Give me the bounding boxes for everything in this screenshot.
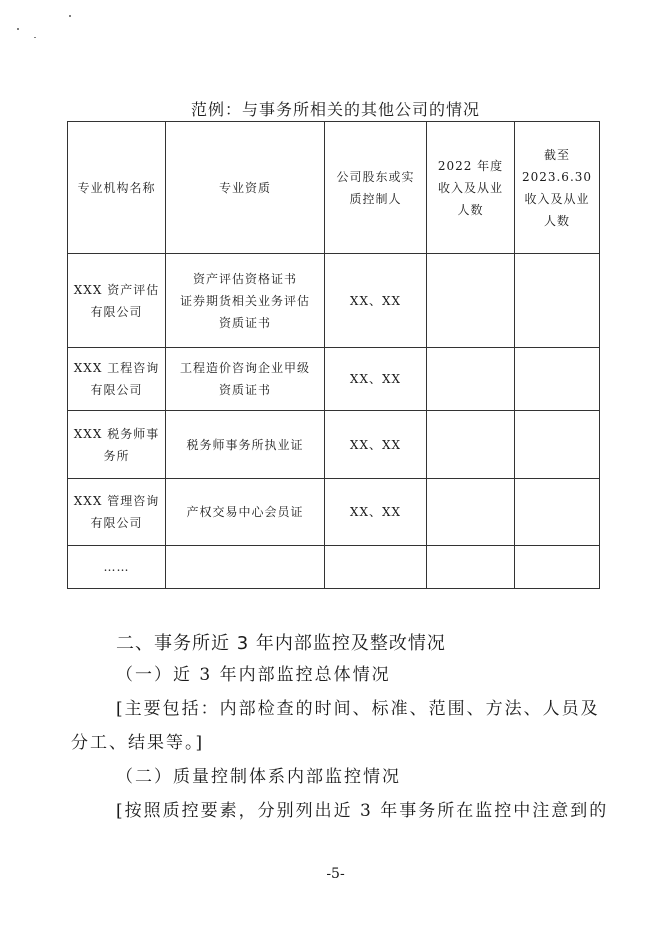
header-qualification: 专业资质	[166, 122, 325, 254]
paragraph-line: [主要包括：内部检查的时间、标准、范围、方法、人员及	[116, 699, 600, 719]
header-revenue-2022: 2022 年度 收入及从业 人数	[427, 122, 515, 254]
cell-org-name: XXX 税务师事 务所	[68, 411, 166, 479]
cell-qualification: 产权交易中心会员证	[166, 479, 325, 546]
table-row	[68, 479, 600, 546]
cell-qualification: 资产评估资格证书 证券期货相关业务评估 资质证书	[166, 254, 325, 348]
cell-revenue-2022	[427, 348, 515, 411]
scan-speck	[34, 37, 36, 38]
table-header-row	[68, 122, 600, 254]
cell-controller: XX、XX	[325, 254, 427, 348]
paragraph-line: [按照质控要素，分别列出近 3 年事务所在监控中注意到的	[116, 801, 609, 821]
cell-revenue-2023	[515, 479, 600, 546]
header-controller: 公司股东或实 质控制人	[325, 122, 427, 254]
cell-controller: XX、XX	[325, 411, 427, 479]
scan-speck	[69, 15, 71, 17]
header-org-name: 专业机构名称	[68, 122, 166, 254]
cell-controller: XX、XX	[325, 348, 427, 411]
table-row	[68, 546, 600, 589]
scan-speck	[17, 28, 19, 30]
cell-revenue-2022	[427, 479, 515, 546]
cell-controller: XX、XX	[325, 479, 427, 546]
table-row	[68, 411, 600, 479]
cell-qualification: 工程造价咨询企业甲级 资质证书	[166, 348, 325, 411]
subsection-heading-2: （二）质量控制体系内部监控情况	[116, 767, 401, 787]
cell-org-name: XXX 工程咨询 有限公司	[68, 348, 166, 411]
cell-org-name: XXX 管理咨询 有限公司	[68, 479, 166, 546]
cell-revenue-2023	[515, 546, 600, 589]
cell-revenue-2023	[515, 411, 600, 479]
table-caption: 范例：与事务所相关的其他公司的情况	[190, 100, 480, 119]
cell-revenue-2022	[427, 546, 515, 589]
cell-org-name: ……	[68, 546, 166, 589]
cell-revenue-2023	[515, 348, 600, 411]
cell-qualification: 税务师事务所执业证	[166, 411, 325, 479]
header-revenue-2023: 截至 2023.6.30 收入及从业 人数	[515, 122, 600, 254]
subsection-heading-1: （一）近 3 年内部监控总体情况	[116, 665, 391, 685]
cell-controller	[325, 546, 427, 589]
cell-org-name: XXX 资产评估 有限公司	[68, 254, 166, 348]
cell-revenue-2023	[515, 254, 600, 348]
table-row	[68, 254, 600, 348]
table-row	[68, 348, 600, 411]
cell-revenue-2022	[427, 411, 515, 479]
affiliated-companies-table	[67, 121, 600, 589]
cell-qualification	[166, 546, 325, 589]
cell-revenue-2022	[427, 254, 515, 348]
section-heading: 二、事务所近 3 年内部监控及整改情况	[116, 633, 446, 654]
paragraph-line: 分工、结果等。]	[71, 733, 205, 753]
page-number: -5-	[326, 866, 345, 882]
